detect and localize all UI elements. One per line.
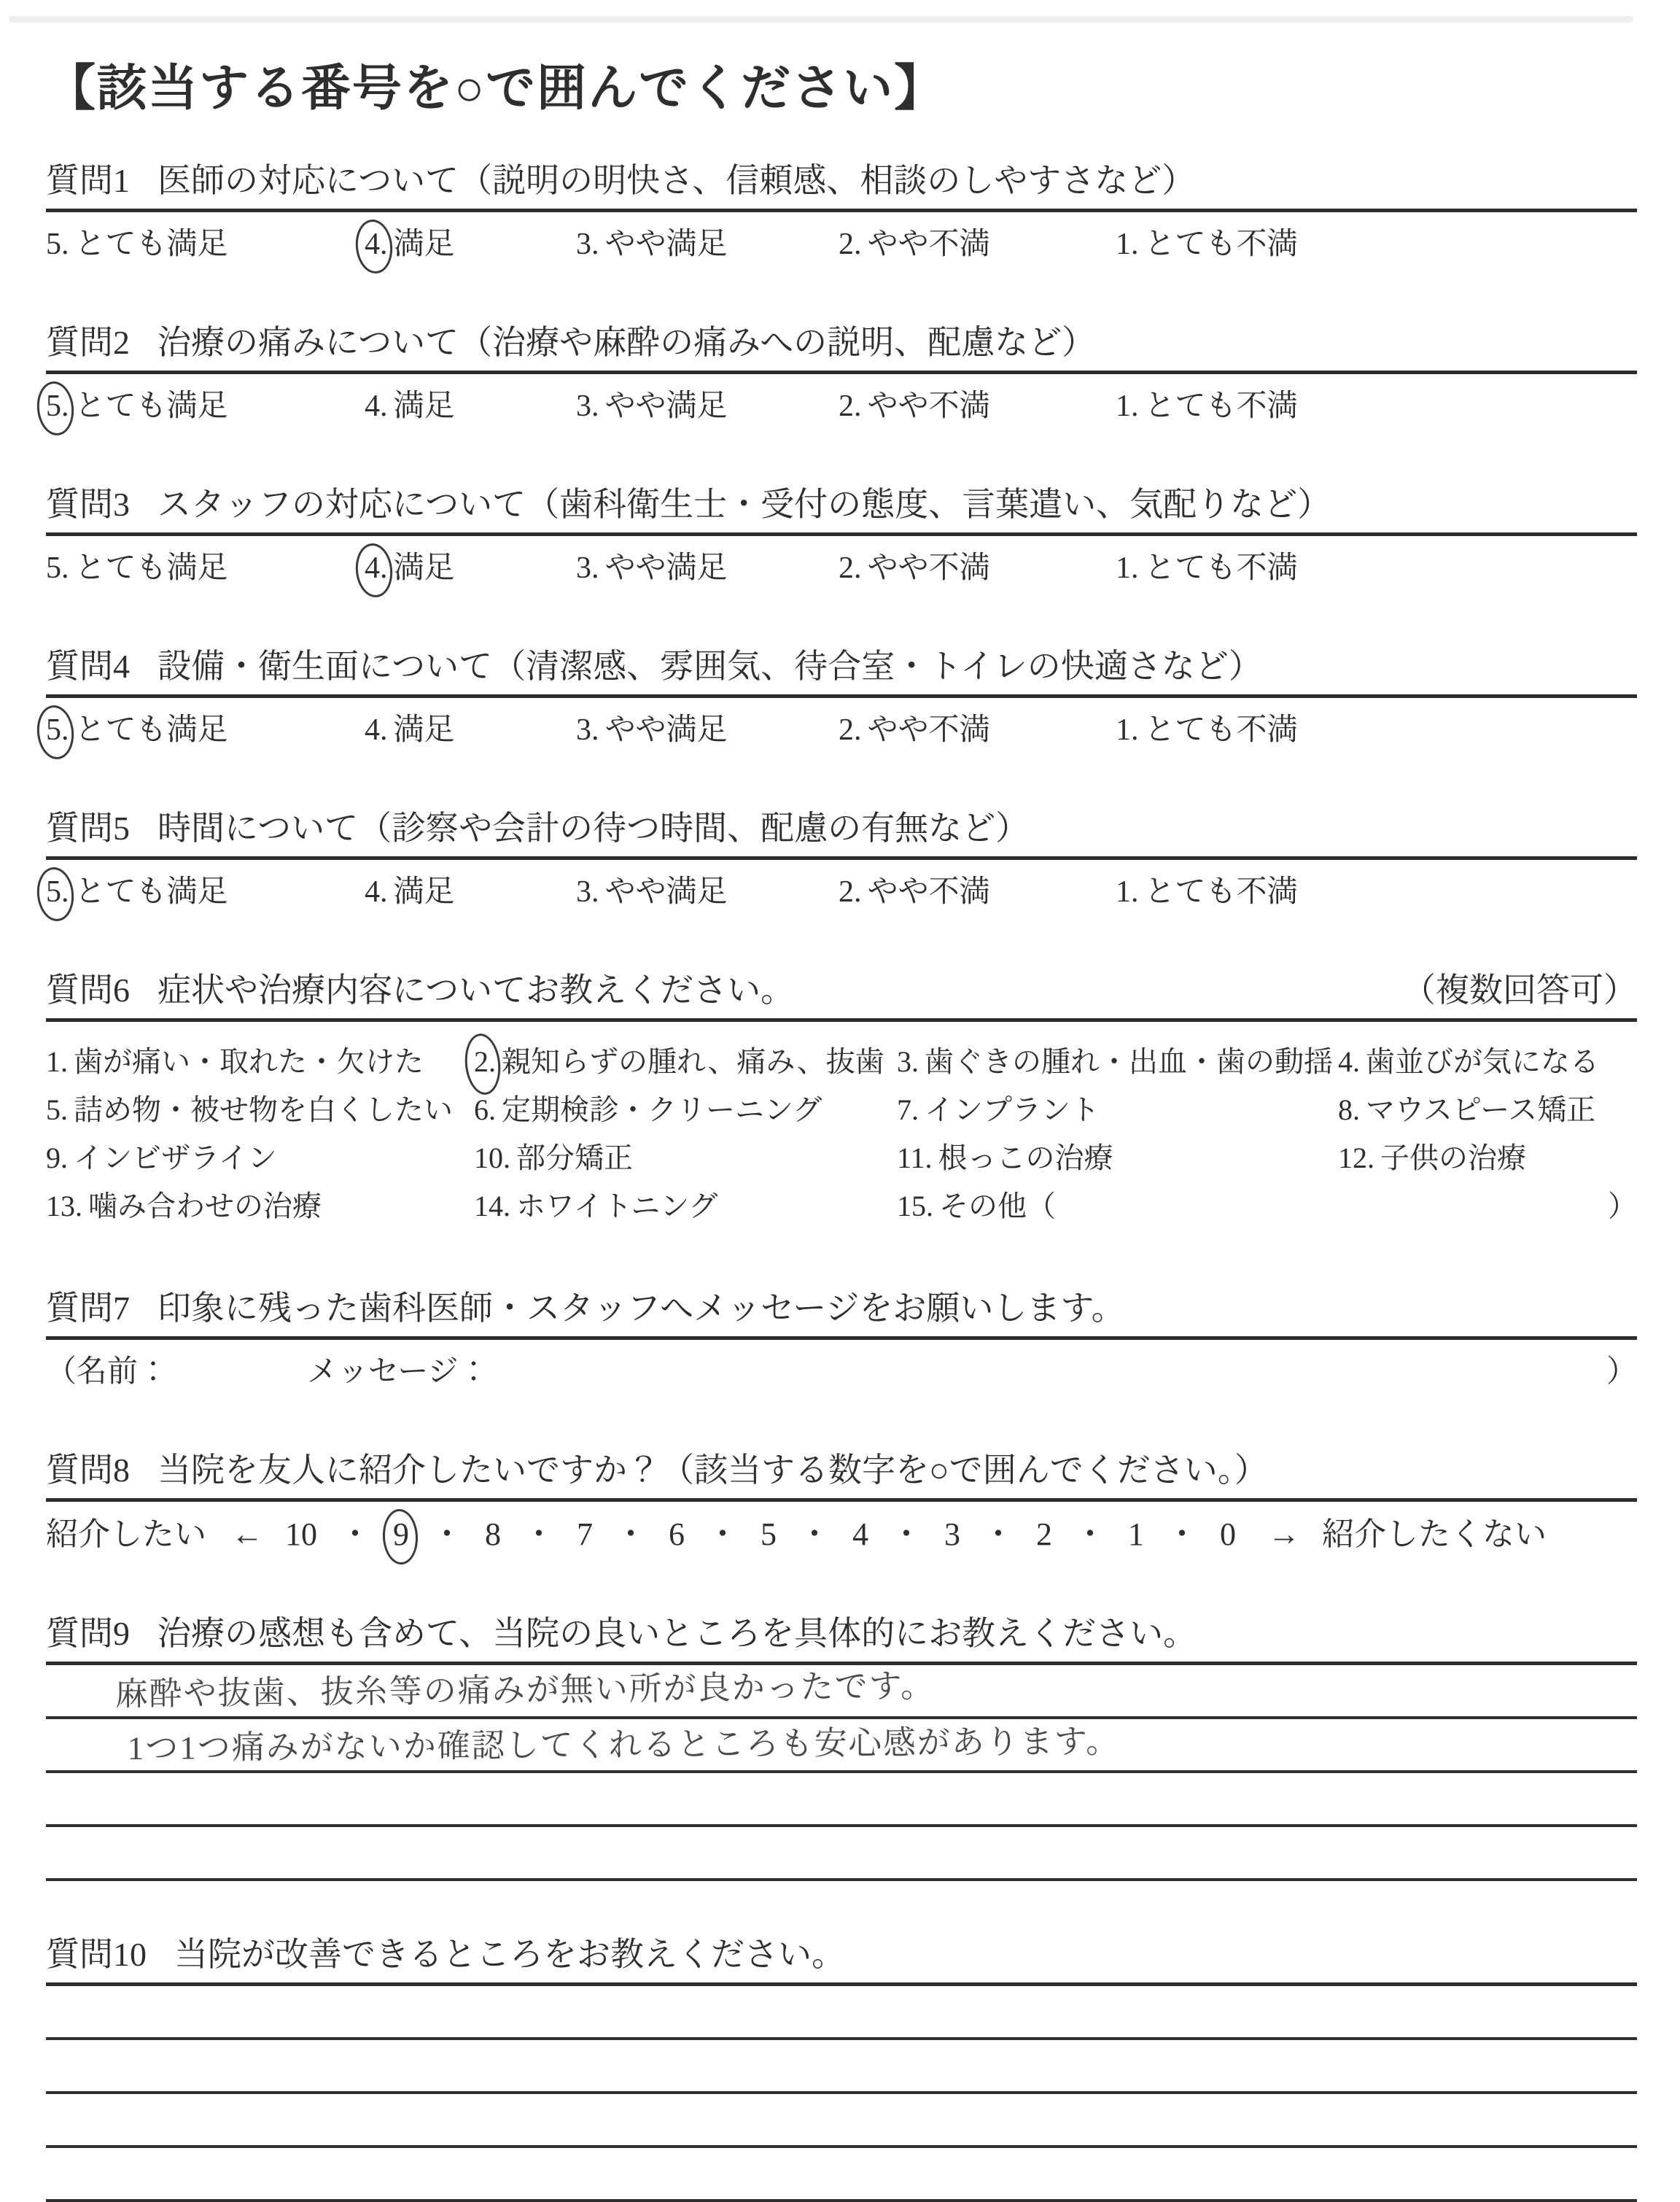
question-topic: 治療の痛みについて（治療や麻酔の痛みへの説明、配慮など） xyxy=(158,323,1096,361)
question-topic: 当院が改善できるところをお教えください。 xyxy=(174,1935,845,1973)
question-title xyxy=(46,482,1637,527)
symptom-option xyxy=(474,1134,897,1182)
answer-line xyxy=(46,2040,1637,2094)
option-number: 5. xyxy=(46,386,69,427)
option-label: とても不満 xyxy=(1144,713,1298,747)
question-topic: 時間について（診察や会計の待つ時間、配慮の有無など） xyxy=(158,809,1030,847)
option-label: インプラント xyxy=(925,1093,1100,1126)
option-label: やや不満 xyxy=(867,713,990,747)
symptom-option xyxy=(46,1086,474,1134)
scale-separator: ・ xyxy=(982,1516,1014,1552)
option-number: 4. xyxy=(365,713,388,747)
symptom-option-other xyxy=(897,1182,1637,1230)
option-number: 3. xyxy=(576,551,599,585)
symptom-option xyxy=(1338,1038,1637,1086)
rating-option xyxy=(839,548,1116,589)
rating-option xyxy=(365,872,576,912)
option-label: 満足 xyxy=(393,875,455,909)
option-label: 子供の治療 xyxy=(1380,1141,1526,1174)
scale-right-label: 紹介したくない xyxy=(1322,1516,1547,1552)
option-label: やや不満 xyxy=(867,227,990,261)
option-number: 9. xyxy=(46,1141,68,1174)
option-label: やや不満 xyxy=(867,551,990,585)
option-number: 1. xyxy=(1116,713,1139,747)
option-label: とても不満 xyxy=(1144,389,1298,423)
question-id: 質問1 xyxy=(46,161,130,199)
question-topic: 症状や治療内容についてお教えください。 xyxy=(158,971,795,1009)
rating-option xyxy=(1116,548,1298,589)
option-number: 3. xyxy=(576,227,599,261)
scale-separator: ・ xyxy=(707,1516,739,1552)
option-label: 部分矯正 xyxy=(516,1141,633,1174)
option-number: 1. xyxy=(46,1044,68,1078)
symptom-option xyxy=(1338,1086,1637,1134)
scale-separator: ・ xyxy=(1166,1516,1198,1552)
question-topic: スタッフの対応について（歯科衛生士・受付の態度、言葉遣い、気配りなど） xyxy=(158,485,1331,523)
option-label: 満足 xyxy=(393,227,455,261)
question-id: 質問8 xyxy=(46,1451,130,1489)
rating-option xyxy=(1116,386,1298,427)
scale-left-label: 紹介したい xyxy=(46,1516,206,1552)
option-number: 2. xyxy=(839,713,862,747)
question-id: 質問9 xyxy=(46,1614,130,1652)
option-label: 詰め物・被せ物を白くしたい xyxy=(74,1093,453,1126)
option-label: 噛み合わせの治療 xyxy=(88,1189,322,1222)
option-number: 3. xyxy=(576,875,599,909)
option-number: 2. xyxy=(839,875,862,909)
handwritten-answer: 麻酔や抜歯、抜糸等の痛みが無い所が良かったです。 xyxy=(114,1667,936,1713)
option-label: とても満足 xyxy=(74,875,228,909)
right-arrow-icon: → xyxy=(1268,1516,1300,1552)
question-title xyxy=(46,1611,1637,1656)
answer-line xyxy=(46,1719,1637,1773)
option-number: 13. xyxy=(46,1189,82,1222)
symptom-option xyxy=(897,1134,1338,1182)
symptom-option xyxy=(46,1038,474,1086)
scale-number: 3 xyxy=(944,1516,960,1552)
option-number: 3. xyxy=(576,389,599,423)
symptom-option xyxy=(897,1086,1338,1134)
scale-number: 9 xyxy=(393,1513,409,1556)
scale-number: 7 xyxy=(577,1516,593,1552)
rating-options xyxy=(46,212,1637,265)
question-id: 質問5 xyxy=(46,809,130,847)
scale-separator: ・ xyxy=(523,1516,555,1552)
answer-line xyxy=(46,1665,1637,1719)
option-number: 11. xyxy=(897,1141,933,1174)
question-title xyxy=(46,806,1637,851)
question-10 xyxy=(46,1932,1637,2202)
close-paren: ） xyxy=(1606,1354,1637,1389)
rating-option xyxy=(839,872,1116,912)
option-label: 根っこの治療 xyxy=(938,1141,1113,1174)
option-label: やや不満 xyxy=(867,389,990,423)
symptom-options xyxy=(46,1022,1637,1230)
scale-separator: ・ xyxy=(431,1516,463,1552)
option-number: 1. xyxy=(1116,875,1139,909)
answer-line xyxy=(46,1986,1637,2040)
rating-options xyxy=(46,860,1637,912)
option-label: 親知らずの腫れ、痛み、抜歯 xyxy=(502,1044,884,1078)
symptom-option xyxy=(46,1134,474,1182)
question-5 xyxy=(46,806,1637,912)
question-8 xyxy=(46,1448,1637,1556)
symptom-option xyxy=(897,1038,1338,1086)
question-id: 質問10 xyxy=(46,1935,147,1973)
answer-line xyxy=(46,1827,1637,1881)
option-label: とても満足 xyxy=(74,389,228,423)
scale-number: 8 xyxy=(485,1516,501,1552)
scale-separator: ・ xyxy=(615,1516,647,1552)
answer-line xyxy=(46,1773,1637,1827)
scale-number: 10 xyxy=(285,1516,317,1552)
rating-option xyxy=(46,548,365,589)
question-title xyxy=(46,968,1637,1013)
question-6 xyxy=(46,968,1637,1230)
scale-number: 5 xyxy=(761,1516,777,1552)
rating-option xyxy=(365,224,576,265)
option-label: 満足 xyxy=(393,389,455,423)
question-title xyxy=(46,1448,1637,1493)
scale-number: 4 xyxy=(852,1516,868,1552)
option-label: やや不満 xyxy=(867,875,990,909)
option-number: 4. xyxy=(365,875,388,909)
question-topic: 設備・衛生面について（清潔感、雰囲気、待合室・トイレの快適さなど） xyxy=(158,647,1262,685)
question-7 xyxy=(46,1286,1637,1392)
answer-line xyxy=(46,2094,1637,2148)
option-label: 満足 xyxy=(393,713,455,747)
question-title xyxy=(46,1286,1637,1331)
scale-number: 1 xyxy=(1128,1516,1144,1552)
question-topic: 治療の感想も含めて、当院の良いところを具体的にお教えください。 xyxy=(158,1614,1197,1652)
option-label: とても満足 xyxy=(74,227,228,261)
symptom-option xyxy=(474,1038,897,1086)
option-number: 3. xyxy=(897,1044,919,1078)
option-label: とても不満 xyxy=(1144,875,1298,909)
message-field-label: メッセージ： xyxy=(307,1354,489,1389)
rating-options xyxy=(46,698,1637,751)
option-label: 歯並びが気になる xyxy=(1366,1044,1599,1078)
question-title xyxy=(46,320,1637,365)
option-label: やや満足 xyxy=(604,227,728,261)
option-label: その他（ xyxy=(939,1189,1056,1222)
other-close-paren: ） xyxy=(1608,1189,1637,1222)
option-number: 3. xyxy=(576,713,599,747)
rating-option xyxy=(46,386,365,427)
scale-separator: ・ xyxy=(890,1516,922,1552)
page-title: 【該当する番号を○で囲んでください】 xyxy=(46,61,946,116)
rating-option xyxy=(839,386,1116,427)
question-id: 質問4 xyxy=(46,647,130,685)
option-label: やや満足 xyxy=(604,389,728,423)
question-topic: 医師の対応について（説明の明快さ、信頼感、相談のしやすさなど） xyxy=(158,161,1196,199)
option-number: 5. xyxy=(46,1093,68,1126)
rating-option xyxy=(1116,872,1298,912)
option-label: 歯ぐきの腫れ・出血・歯の動揺 xyxy=(925,1044,1333,1078)
option-number: 4. xyxy=(365,548,388,589)
symptom-option xyxy=(46,1182,474,1230)
question-id: 質問6 xyxy=(46,971,130,1009)
rating-options xyxy=(46,536,1637,589)
option-number: 7. xyxy=(897,1093,919,1126)
question-id: 質問3 xyxy=(46,485,130,523)
name-field-label: （名前： xyxy=(46,1354,169,1389)
question-4 xyxy=(46,644,1637,751)
symptom-option xyxy=(474,1182,897,1230)
rating-options xyxy=(46,374,1637,427)
option-label: とても不満 xyxy=(1144,551,1298,585)
option-label: とても不満 xyxy=(1144,227,1298,261)
scale-separator: ・ xyxy=(1074,1516,1106,1552)
rating-option xyxy=(46,224,365,265)
option-number: 2. xyxy=(839,389,862,423)
option-number: 5. xyxy=(46,551,69,585)
option-label: とても満足 xyxy=(74,551,228,585)
option-number: 5. xyxy=(46,710,69,751)
option-number: 12. xyxy=(1338,1141,1374,1174)
option-number: 6. xyxy=(474,1093,496,1126)
scale-number: 6 xyxy=(669,1516,685,1552)
left-arrow-icon: ← xyxy=(231,1516,263,1552)
question-3 xyxy=(46,482,1637,589)
option-number: 1. xyxy=(1116,551,1139,585)
question-topic: 当院を友人に紹介したいですか？（該当する数字を○で囲んでください。） xyxy=(158,1451,1268,1489)
option-number: 2. xyxy=(839,551,862,585)
question-title xyxy=(46,158,1637,203)
option-number: 8. xyxy=(1338,1093,1360,1126)
option-number: 5. xyxy=(46,227,69,261)
option-number: 4. xyxy=(365,389,388,423)
scale-number: 0 xyxy=(1220,1516,1236,1552)
rating-option xyxy=(576,710,839,751)
option-label: とても満足 xyxy=(74,713,228,747)
question-2 xyxy=(46,320,1637,427)
option-number: 4. xyxy=(365,224,388,265)
question-9 xyxy=(46,1611,1637,1881)
option-label: やや満足 xyxy=(604,713,728,747)
rating-option xyxy=(1116,224,1298,265)
question-id: 質問7 xyxy=(46,1289,130,1327)
rating-option xyxy=(839,710,1116,751)
option-number: 14. xyxy=(474,1189,510,1222)
symptom-option xyxy=(474,1086,897,1134)
rating-option xyxy=(576,386,839,427)
symptom-option xyxy=(1338,1134,1637,1182)
option-label: インビザライン xyxy=(74,1141,277,1174)
scale-separator: ・ xyxy=(339,1516,371,1552)
option-label: 歯が痛い・取れた・欠けた xyxy=(74,1044,424,1078)
option-number: 15. xyxy=(897,1189,933,1222)
question-title xyxy=(46,1932,1637,1977)
option-label: やや満足 xyxy=(604,875,728,909)
question-topic: 印象に残った歯科医師・スタッフへメッセージをお願いします。 xyxy=(158,1289,1125,1327)
rating-option xyxy=(365,548,576,589)
option-label: ホワイトニング xyxy=(516,1189,718,1222)
option-label: 満足 xyxy=(393,551,455,585)
rating-option xyxy=(576,548,839,589)
option-number: 1. xyxy=(1116,227,1139,261)
rating-option xyxy=(576,872,839,912)
option-number: 4. xyxy=(1338,1044,1360,1078)
option-number: 5. xyxy=(46,872,69,912)
option-label: マウスピース矯正 xyxy=(1366,1093,1596,1126)
option-number: 2. xyxy=(474,1038,496,1086)
scale-number: 2 xyxy=(1036,1516,1052,1552)
question-id: 質問2 xyxy=(46,323,130,361)
option-number: 2. xyxy=(839,227,862,261)
recommend-scale xyxy=(46,1502,1637,1556)
question-title xyxy=(46,644,1637,689)
rating-option xyxy=(365,710,576,751)
rating-option xyxy=(576,224,839,265)
rating-option xyxy=(1116,710,1298,751)
handwritten-answer: 1つ1つ痛みがないか確認してくれるところも安心感があります。 xyxy=(127,1723,1121,1767)
option-label: 定期検診・クリーニング xyxy=(502,1093,822,1126)
rating-option xyxy=(839,224,1116,265)
rating-option xyxy=(46,872,365,912)
rating-option xyxy=(46,710,365,751)
message-entry-row xyxy=(46,1340,1637,1392)
option-number: 10. xyxy=(474,1141,510,1174)
question-1 xyxy=(46,158,1637,265)
option-number: 1. xyxy=(1116,389,1139,423)
option-label: やや満足 xyxy=(604,551,728,585)
rating-option xyxy=(365,386,576,427)
multiple-answers-note: （複数回答可） xyxy=(1402,971,1637,1009)
answer-line xyxy=(46,2148,1637,2202)
scale-separator: ・ xyxy=(798,1516,831,1552)
